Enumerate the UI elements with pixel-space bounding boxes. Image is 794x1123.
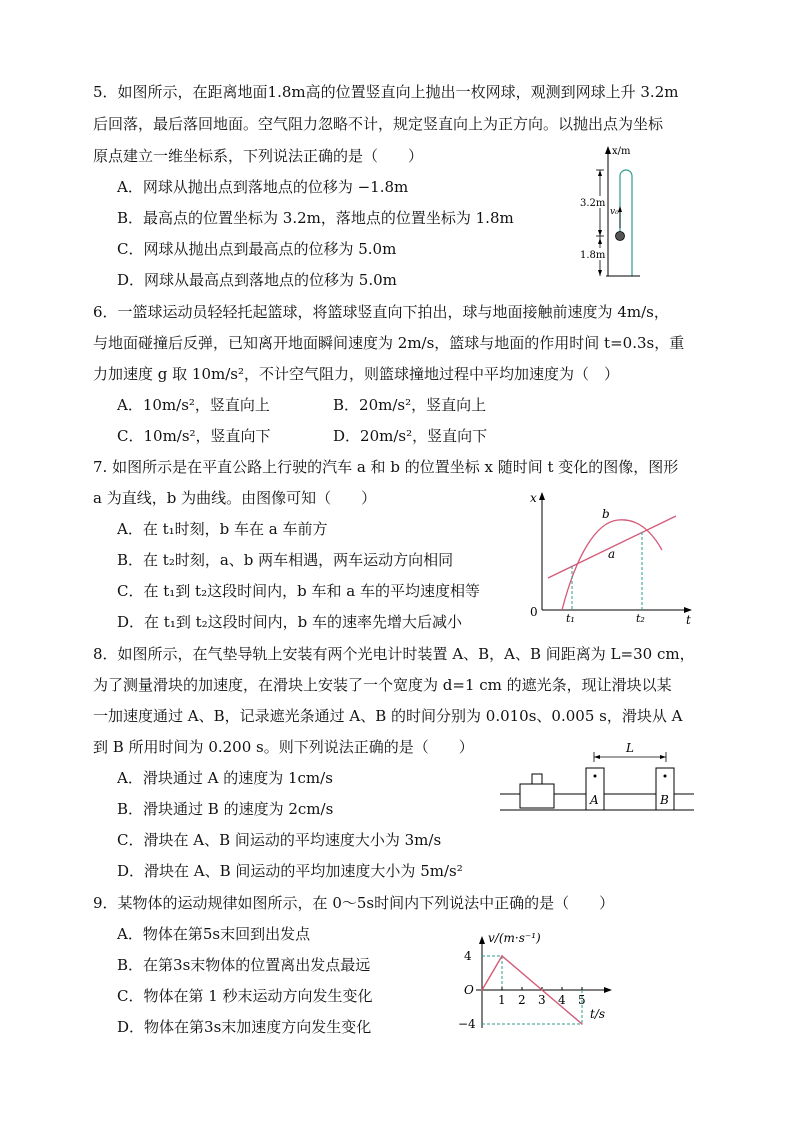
q7-option-c: C．在 t₁到 t₂这段时间内，b 车和 a 车的平均速度相等 xyxy=(117,582,480,600)
tennis-ball xyxy=(616,232,625,241)
q7-label-a: a xyxy=(608,547,616,561)
q6-option-c: C．10m/s²，竖直向下 xyxy=(117,427,271,445)
q7-option-a: A．在 t₁时刻，b 车在 a 车前方 xyxy=(117,520,328,538)
q7-label-b: b xyxy=(602,507,610,521)
q5-option-b: B．最高点的位置坐标为 3.2m，落地点的位置坐标为 1.8m xyxy=(117,209,514,227)
q9-option-a: A．物体在第5s末回到出发点 xyxy=(117,925,311,943)
q9-origin-label: O xyxy=(464,983,474,997)
q9-data-point xyxy=(581,1023,583,1025)
q5-stem-line-2: 后回落，最后落回地面。空气阻力忽略不计，规定竖直向上为正方向。以抛出点为坐标 xyxy=(93,115,664,133)
q9-y-tick-label: −4 xyxy=(458,1017,476,1031)
q5-lower-distance-label: 1.8m xyxy=(580,250,606,261)
shading-strip xyxy=(532,774,542,784)
q5-tennis-ball-figure xyxy=(576,140,646,280)
q9-option-b: B．在第3s末物体的位置离出发点最远 xyxy=(117,956,371,974)
q7-y-axis-label: x xyxy=(530,491,537,505)
q8-stem-line-1: 8．如图所示，在气垫导轨上安装有两个光电计时装置 A、B，A、B 间距离为 L=30 cm， xyxy=(93,645,695,663)
q6-option-b: B．20m/s²，竖直向上 xyxy=(333,396,487,414)
q5-option-c: C．网球从抛出点到最高点的位移为 5.0m xyxy=(117,240,397,258)
q9-y-tick-label: 4 xyxy=(464,949,472,963)
q7-t2-label: t₂ xyxy=(636,612,645,625)
q7-position-time-graph xyxy=(526,486,702,628)
q8-option-a: A．滑块通过 A 的速度为 1cm/s xyxy=(117,769,333,787)
q9-x-tick-label: 1 xyxy=(498,993,506,1007)
q9-data-point xyxy=(541,989,543,991)
q8-stem-line-2: 为了测量滑块的加速度，在滑块上安装了一个宽度为 d=1 cm 的遮光条，现让滑块以某 xyxy=(93,676,672,694)
q8-stem-line-4: 到 B 所用时间为 0.200 s。则下列说法正确的是（ ） xyxy=(93,738,474,756)
q6-stem-line-2: 与地面碰撞后反弹，已知离开地面瞬间速度为 2m/s，篮球与地面的作用时间 t=0.3s，重 xyxy=(93,334,685,352)
q9-x-tick-label: 3 xyxy=(538,993,546,1007)
q6-option-a: A．10m/s²，竖直向上 xyxy=(117,396,270,414)
q9-data-point xyxy=(501,955,503,957)
q9-x-tick-label: 2 xyxy=(518,993,526,1007)
q6-stem-line-1: 6．一篮球运动员轻轻托起篮球，将篮球竖直向下拍出，球与地面接触前速度为 4m/s， xyxy=(93,303,669,321)
q8-air-track-figure xyxy=(498,740,698,816)
q5-option-d: D．网球从最高点到落地点的位移为 5.0m xyxy=(117,271,397,289)
q9-stem-line-1: 9．某物体的运动规律如图所示，在 0～5s时间内下列说法中正确的是（ ） xyxy=(93,894,615,912)
q5-stem-line-3: 原点建立一维坐标系，下列说法正确的是（ ） xyxy=(93,147,424,165)
q7-t1-label: t₁ xyxy=(566,612,575,625)
q8-gate-a-label: A xyxy=(590,793,599,807)
q9-velocity-time-graph xyxy=(456,928,626,1032)
q9-option-d: D．物体在第3s末加速度方向发生变化 xyxy=(117,1018,372,1036)
q8-option-b: B．滑块通过 B 的速度为 2cm/s xyxy=(117,800,334,818)
q7-stem-line-1: 7. 如图所示是在平直公路上行驶的汽车 a 和 b 的位置坐标 x 随时间 t 变化的图像，图形 xyxy=(93,458,679,476)
q5-axis-label: x/m xyxy=(612,146,631,157)
q6-option-d: D．20m/s²，竖直向下 xyxy=(333,427,488,445)
q9-x-tick-label: 4 xyxy=(558,993,566,1007)
q9-y-axis-label: v/(m·s⁻¹) xyxy=(488,931,541,945)
q9-x-axis-label: t/s xyxy=(590,1007,606,1021)
q8-option-c: C．滑块在 A、B 间运动的平均速度大小为 3m/s xyxy=(117,831,442,849)
q7-stem-line-2: a 为直线，b 为曲线。由图像可知（ ） xyxy=(93,489,377,507)
q7-option-b: B．在 t₂时刻，a、b 两车相遇，两车运动方向相同 xyxy=(117,551,454,569)
q8-option-d: D．滑块在 A、B 间运动的平均加速度大小为 5m/s² xyxy=(117,862,463,880)
q5-upper-distance-label: 3.2m xyxy=(580,198,606,209)
q7-option-d: D．在 t₁到 t₂这段时间内，b 车的速率先增大后减小 xyxy=(117,613,463,631)
q6-stem-line-3: 力加速度 g 取 10m/s²，不计空气阻力，则篮球撞地过程中平均加速度为（ ） xyxy=(93,365,619,383)
q8-gate-b-label: B xyxy=(660,793,669,807)
q9-data-point xyxy=(481,989,483,991)
q7-curve-b xyxy=(562,520,662,610)
q9-x-tick-label: 5 xyxy=(578,993,586,1007)
q7-origin-label: 0 xyxy=(530,605,538,619)
q5-stem-line-1: 5．如图所示，在距离地面1.8m高的位置竖直向上抛出一枚网球，观测到网球上升 3.2m xyxy=(93,83,679,101)
q8-stem-line-3: 一加速度通过 A、B，记录遮光条通过 A、B 的时间分别为 0.010s、0.005 s，滑块从 A xyxy=(93,707,683,725)
q7-x-axis-label: t xyxy=(686,613,691,627)
q5-v0-label: v₀ xyxy=(610,207,619,217)
q5-option-a: A．网球从抛出点到落地点的位移为 −1.8m xyxy=(117,178,409,196)
slider-block xyxy=(520,784,554,808)
q9-option-c: C．物体在第 1 秒末运动方向发生变化 xyxy=(117,987,373,1005)
q8-length-label: L xyxy=(626,741,634,755)
